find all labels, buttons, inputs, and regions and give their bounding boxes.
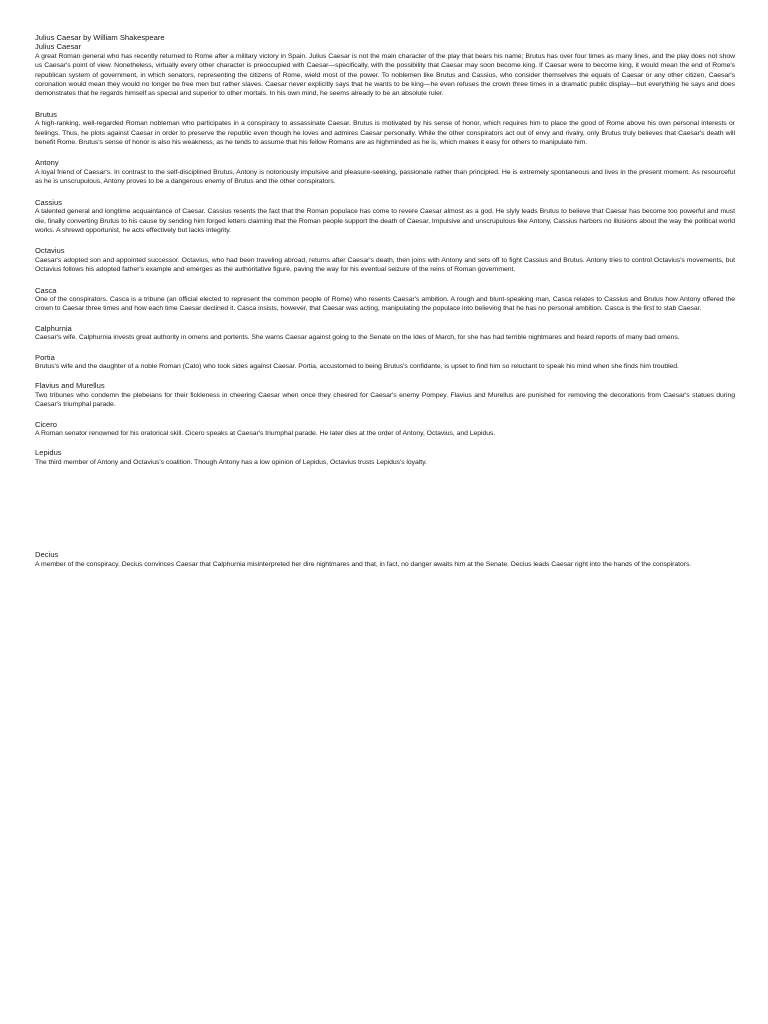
character-description: A loyal friend of Caesar's. In contrast to the self-disciplined Brutus, Antony is notoriously impulsive and pleasure-seeking, passionate rather than principled. He is extremely spontaneous and lives in the present moment. As resourceful as he is unscrupulous, Antony proves to be a dangerous enemy of Brutus and the other conspirators. (35, 168, 735, 186)
character-description: The third member of Antony and Octavius's coalition. Though Antony has a low opinion of Lepidus, Octavius trusts Lepidus's loyalty. (35, 458, 427, 466)
character-description: Two tribunes who condemn the plebeians for their fickleness in cheering Caesar when once they cheered for Caesar's enemy Pompey. Flavius and Murellus are punished for removing the decorations from Caesar's statues during Caesar's triumphal parade. (35, 391, 735, 409)
character-section-flavius-and-murellus (35, 381, 735, 409)
document-title: Julius Caesar by William Shakespeare (35, 33, 165, 42)
character-name: Lepidus (35, 448, 62, 458)
character-name: Portia (35, 352, 55, 362)
character-section-casca (35, 286, 735, 314)
character-name: Brutus (35, 109, 57, 119)
character-section-brutus (35, 110, 735, 148)
character-section-portia (35, 353, 735, 372)
character-description: A Roman senator renowned for his oratorical skill. Cicero speaks at Caesar's triumphal parade. He later dies at the order of Antony, Octavius, and Lepidus. (35, 430, 496, 437)
document-page (35, 33, 735, 569)
character-name: Julius Caesar (35, 42, 82, 52)
character-section-cicero (35, 420, 735, 439)
character-section-antony (35, 158, 735, 186)
character-name: Octavius (35, 246, 65, 256)
character-section-lepidus (35, 448, 735, 467)
character-name: Cicero (35, 419, 57, 429)
character-name: Antony (35, 158, 59, 168)
character-description: A high-ranking, well-regarded Roman nobleman who participates in a conspiracy to assassinate Caesar. Brutus is motivated by his sense of honor, which requires him to place the good of Rome above his own personal interests or feelings. Thus, he plots against Caesar in order to preserve the republic even though he loves and admires Caesar personally. While the other conspirators act out of envy and rivalry, only Brutus truly believes that Caesar's death will benefit Rome. Brutus's sense of honor is also his weakness, as he tends to assume that his fellow Romans are as highminded as he is, which makes it easy for others to manipulate him. (35, 120, 735, 147)
character-name: Decius (35, 550, 59, 560)
character-description: A talented general and longtime acquaintance of Caesar. Cassius resents the fact that the Roman populace has come to revere Caesar almost as a god. He slyly leads Brutus to believe that Caesar has become too powerful and must die, finally converting Brutus to his cause by sending him forged letters claiming that the Roman people support the death of Caesar. Impulsive and unscrupulous like Antony, Cassius harbors no illusions about the way the political world works. A shrewd opportunist, he acts effectively but lacks integrity. (35, 208, 735, 234)
character-section-julius-caesar (35, 42, 735, 98)
character-description: One of the conspirators. Casca is a tribune (an official elected to represent the common people of Rome) who resents Caesar's ambition. A rough and blunt-speaking man, Casca relates to Cassius and Brutus how Antony offered the crown to Caesar three times and how each time Caesar declined it. Casca insists, however, that Caesar was acting, manipulating the populace into believing that he has no personal ambition. Casca is the first to stab Caesar. (35, 295, 735, 313)
character-description: Caesar's adopted son and appointed successor. Octavius, who had been traveling abroad, returns after Caesar's death, then joins with Antony and sets off to fight Cassius and Brutus. Antony tries to control Octavius's movements, but Octavius follows his adopted father's example and emerges as the authoritative figure, paving the way for his eventual seizure of the reins of Roman government. (35, 256, 735, 274)
character-description: A great Roman general who has recently returned to Rome after a military victory in Spain. Julius Caesar is not the main character of the play that bears his name; Brutus has over four times as many lines, and the play does not show us Caesar's point of view. Nonetheless, virtually every other character is preoccupied with Caesar—specifically, with the possibility that Caesar may soon become king. If Caesar were to become king, it would mean the end of Rome's republican system of government, in which senators, representing the citizens of Rome, wield most of the power. To noblemen like Brutus and Cassius, who consider themselves the equals of Caesar or any other citizen, Caesar's coronation would mean they would no longer be free men but rather slaves. Caesar never explicitly says that he wants to be king—he even refuses the crown three times in a dramatic public display—but everything he says and does demonstrates that he regards himself as special and superior to other mortals. In his own mind, he seems already to be an absolute ruler. (35, 52, 735, 98)
character-name: Casca (35, 285, 57, 295)
character-description: Brutus's wife and the daughter of a noble Roman (Cato) who took sides against Caesar. Portia, accustomed to being Brutus's confidante, is upset to find him so reluctant to speak his mind when she finds him troubled. (35, 362, 679, 370)
character-description: A member of the conspiracy. Decius convinces Caesar that Calphurnia misinterpreted her dire nightmares and that, in fact, no danger awaits him at the Senate. Decius leads Caesar right into the hands of the conspirators. (35, 560, 692, 568)
character-description: Caesar's wife. Calphurnia invests great authority in omens and portents. She warns Caesar against going to the Senate on the Ides of March, for she has had terrible nightmares and heard reports of many bad omens. (35, 334, 680, 342)
character-name: Calphurnia (35, 323, 72, 333)
character-name: Cassius (35, 197, 63, 207)
character-section-decius (35, 550, 735, 569)
character-section-cassius (35, 198, 735, 236)
character-section-calphurnia (35, 324, 735, 343)
character-section-octavius (35, 246, 735, 274)
character-name: Flavius and Murellus (35, 381, 105, 391)
